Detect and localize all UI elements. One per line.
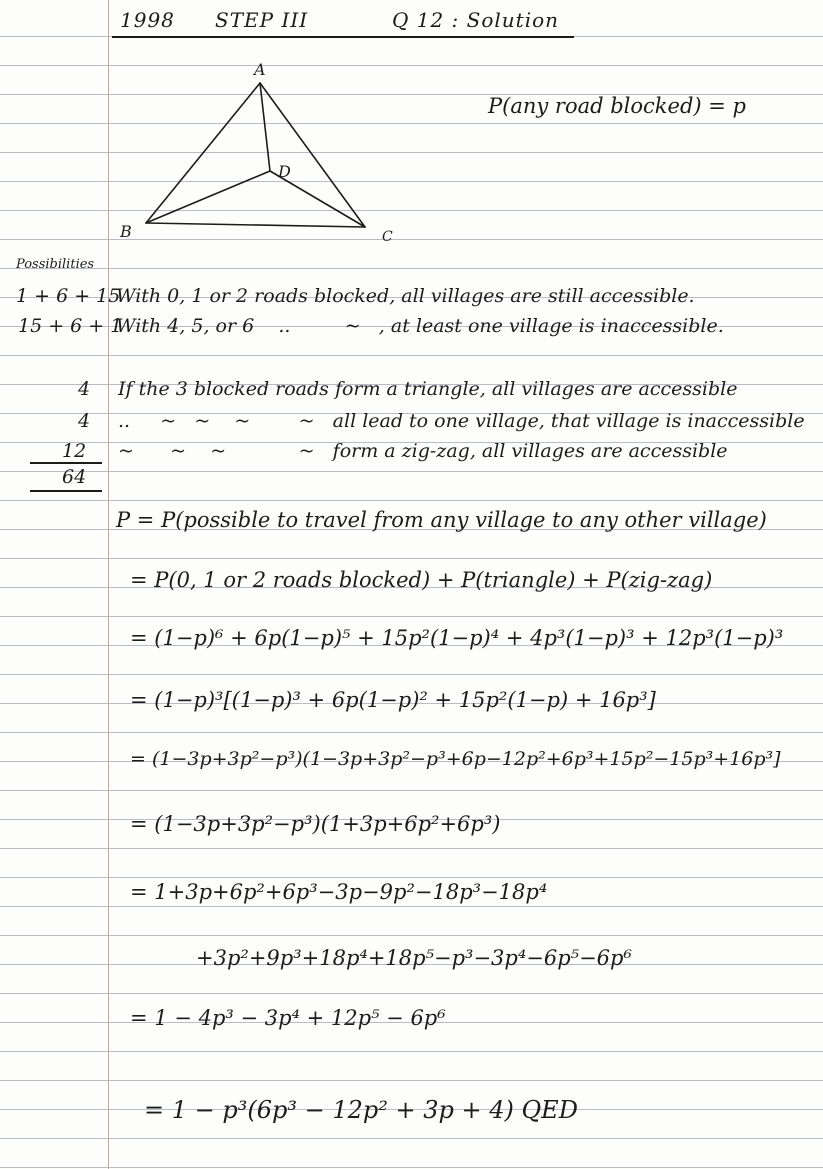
- derivation-line-3: = (1−p)⁶ + 6p(1−p)⁵ + 15p²(1−p)⁴ + 4p³(1−p)³ + 12p³(1−p)³: [130, 626, 784, 650]
- case-text-low: With 0, 1 or 2 roads blocked, all villages are still accessible.: [116, 285, 695, 307]
- total-count: 64: [62, 466, 87, 488]
- derivation-line-5: = (1−3p+3p²−p³)(1−3p+3p²−p³+6p−12p²+6p³+15p²−15p³+16p³]: [130, 748, 781, 770]
- case-count-high: 15 + 6 + 1: [18, 315, 123, 337]
- label-c: C: [382, 229, 393, 245]
- three-text-one-village: .. ~ ~ ~ ~ all lead to one village, that village is inaccessible: [118, 410, 805, 432]
- derivation-line-6: = (1−3p+3p²−p³)(1+3p+6p²+6p³): [130, 812, 501, 836]
- derivation-line-8: +3p²+9p³+18p⁴+18p⁵−p³−3p⁴−6p⁵−6p⁶: [196, 946, 632, 970]
- derivation-line-7: = 1+3p+6p²+6p³−3p−9p²−18p³−18p⁴: [130, 880, 548, 904]
- derivation-line-9: = 1 − 4p³ − 3p⁴ + 12p⁵ − 6p⁶: [130, 1006, 446, 1030]
- label-a: A: [254, 60, 266, 79]
- header-question: Q 12 : Solution: [392, 8, 560, 32]
- label-b: B: [120, 222, 132, 241]
- road-bd: [146, 171, 270, 223]
- sum-underline-bottom: [30, 490, 102, 492]
- header-year: 1998: [120, 8, 175, 32]
- three-count-zigzag: 12: [62, 440, 87, 462]
- derivation-line-2: = P(0, 1 or 2 roads blocked) + P(triangle) + P(zig-zag): [130, 568, 713, 592]
- derivation-line-4: = (1−p)³[(1−p)³ + 6p(1−p)² + 15p²(1−p) + 16p³]: [130, 688, 656, 712]
- margin-line: [108, 0, 109, 1169]
- possibilities-heading: Possibilities: [16, 257, 95, 272]
- case-text-high: With 4, 5, or 6 .. ~ , at least one village is inaccessible.: [116, 315, 724, 337]
- three-count-triangle: 4: [78, 378, 91, 400]
- label-d: D: [278, 162, 291, 181]
- road-ac: [260, 83, 365, 227]
- header-paper: STEP III: [215, 8, 309, 32]
- header-underline: [112, 36, 574, 38]
- three-count-one-village: 4: [78, 410, 91, 432]
- road-ab: [146, 83, 260, 223]
- village-road-diagram: [110, 55, 430, 245]
- three-text-triangle: If the 3 blocked roads form a triangle, all villages are accessible: [118, 378, 738, 400]
- three-text-zigzag: ~ ~ ~ ~ form a zig-zag, all villages are accessible: [118, 440, 728, 462]
- road-bc: [146, 223, 365, 227]
- given-probability: P(any road blocked) = p: [488, 94, 746, 118]
- derivation-line-1: P = P(possible to travel from any village to any other village): [116, 508, 767, 532]
- road-ad: [260, 83, 270, 171]
- derivation-line-10: = 1 − p³(6p³ − 12p² + 3p + 4) QED: [144, 1096, 578, 1124]
- sum-underline: [30, 462, 102, 464]
- case-count-low: 1 + 6 + 15: [16, 285, 121, 307]
